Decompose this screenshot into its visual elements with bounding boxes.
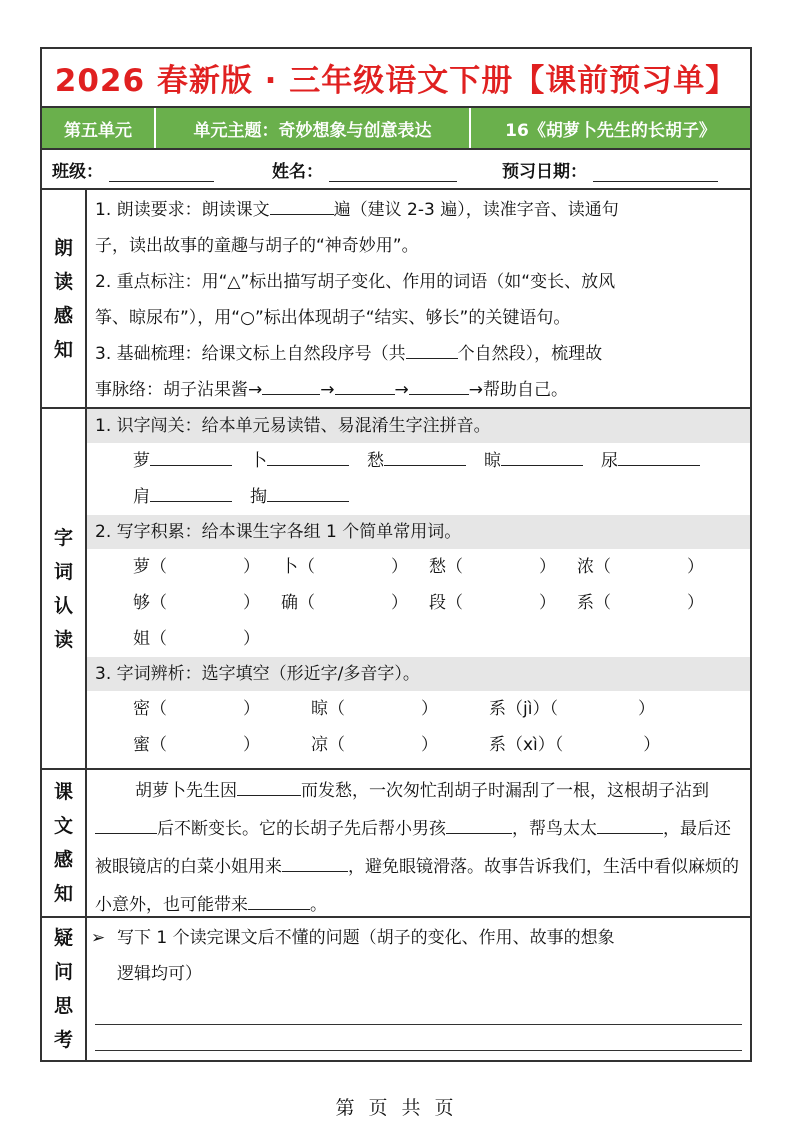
reading-content [87, 190, 750, 407]
summary-blank-5[interactable] [282, 851, 348, 872]
page-title: 2026 春新版 · 三年级语文下册【课前预习单】 [40, 47, 752, 106]
summary-blank-3[interactable] [446, 813, 512, 834]
distinguish-item[interactable]: 密（ ） [133, 699, 260, 719]
worksheet [40, 47, 752, 1062]
reading-item-3-cont: 事脉络：胡子沾果酱→ → → →帮助自己。 [87, 372, 750, 408]
answer-line-1[interactable] [95, 1024, 742, 1025]
pinyin-row-1 [87, 443, 750, 479]
question-text: 写下 1 个读完课文后不懂的问题（胡子的变化、作用、故事的想象 逻辑均可） [117, 928, 615, 984]
pinyin-item[interactable]: 卜 [250, 443, 367, 479]
pinyin-item[interactable]: 愁 [367, 443, 484, 479]
date-label: 预习日期： [502, 161, 587, 182]
word-item[interactable]: 卜（ ） [281, 557, 408, 577]
lesson-title: 16《胡萝卜先生的长胡子》 [505, 120, 716, 141]
answer-line-2[interactable] [95, 1050, 742, 1051]
word-item[interactable]: 确（ ） [281, 593, 408, 613]
distinguish-row-2 [87, 727, 750, 763]
summary-paragraph: 胡萝卜先生因 而发愁，一次匆忙刮胡子时漏刮了一根，这根胡子沾到后不断变长。它的长胡子先后帮小男孩 ，帮鸟太太 ，最后还被眼镜店的白菜小姐用来 ，避免眼镜滑落。故事告诉我们，生活中看似麻烦的小意外，也可能带来 。 [87, 770, 750, 924]
word-row-1 [87, 549, 750, 585]
question-prompt [87, 918, 750, 992]
word-item[interactable]: 萝（ ） [133, 557, 260, 577]
distinguish-item[interactable]: 系（xì）（ ） [489, 735, 661, 755]
plot-blank-3[interactable] [409, 374, 469, 395]
word-item[interactable]: 姐（ ） [133, 629, 260, 649]
pinyin-row-2 [87, 479, 750, 515]
unit-label: 第五单元 [42, 108, 156, 148]
word-row-2 [87, 585, 750, 621]
pinyin-item[interactable]: 萝 [133, 443, 250, 479]
distinguish-question: 3. 字词辨析：选字填空（形近字/多音字）。 [87, 657, 750, 691]
section-label-words: 字 词 认 读 [42, 409, 87, 768]
questions-content [87, 918, 750, 1060]
read-times-blank[interactable] [270, 194, 334, 215]
unit-bar [40, 106, 752, 148]
name-label: 姓名： [272, 161, 323, 182]
bullet-arrow-icon: ➢ [91, 928, 106, 948]
word-question: 2. 写字积累：给本课生字各组 1 个简单常用词。 [87, 515, 750, 549]
word-item[interactable]: 浓（ ） [577, 557, 704, 577]
section-label-questions: 疑 问 思 考 [42, 918, 87, 1060]
distinguish-item[interactable]: 系（jì）（ ） [489, 699, 655, 719]
pinyin-question: 1. 识字闯关：给本单元易读错、易混淆生字注拼音。 [87, 409, 750, 443]
section-label-reading: 朗 读 感 知 [42, 190, 87, 407]
name-field[interactable] [272, 157, 502, 182]
paragraph-count-blank[interactable] [406, 338, 458, 359]
student-info-row [40, 148, 752, 188]
section-questions [40, 916, 752, 1062]
name-line[interactable] [329, 163, 457, 182]
distinguish-row-1 [87, 691, 750, 727]
pinyin-item[interactable]: 掏 [250, 479, 349, 515]
word-item[interactable]: 段（ ） [429, 593, 556, 613]
word-row-3 [87, 621, 750, 657]
word-item[interactable]: 够（ ） [133, 593, 260, 613]
plot-blank-2[interactable] [335, 374, 395, 395]
reading-item-1-cont: 子，读出故事的童趣与胡子的“神奇妙用”。 [95, 236, 419, 256]
pinyin-item[interactable]: 尿 [601, 443, 700, 479]
page-footer: 第 页 共 页 [335, 1097, 458, 1119]
pinyin-item[interactable]: 晾 [484, 443, 601, 479]
reading-item-1: 1. 朗读要求：朗读课文 遍（建议 2-3 遍），读准字音、读通句 [87, 192, 750, 228]
class-line[interactable] [109, 163, 214, 182]
reading-item-2: 2. 重点标注：用“△”标出描写胡子变化、作用的词语（如“变长、放风 [95, 272, 616, 292]
text-summary [87, 770, 750, 916]
summary-blank-1[interactable] [237, 775, 301, 796]
summary-blank-2[interactable] [95, 813, 157, 834]
distinguish-item[interactable]: 凉（ ） [311, 735, 438, 755]
reading-item-2-cont: 筝、晾尿布”），用“○”标出体现胡子“结实、够长”的关键语句。 [95, 308, 571, 328]
section-reading [40, 188, 752, 407]
section-text [40, 768, 752, 916]
class-field[interactable] [52, 157, 272, 182]
class-label: 班级： [52, 161, 103, 182]
summary-blank-6[interactable] [248, 889, 310, 910]
date-field[interactable] [502, 157, 718, 182]
word-item[interactable]: 愁（ ） [429, 557, 556, 577]
words-content [87, 409, 750, 768]
word-item[interactable]: 系（ ） [577, 593, 704, 613]
distinguish-item[interactable]: 蜜（ ） [133, 735, 260, 755]
summary-blank-4[interactable] [597, 813, 663, 834]
section-words [40, 407, 752, 768]
date-line[interactable] [593, 163, 718, 182]
unit-theme: 单元主题：奇妙想象与创意表达 [156, 108, 471, 148]
plot-blank-1[interactable] [262, 374, 320, 395]
pinyin-item[interactable]: 肩 [133, 479, 250, 515]
section-label-text: 课 文 感 知 [42, 770, 87, 916]
reading-item-3: 3. 基础梳理：给课文标上自然段序号（共 个自然段），梳理故 [87, 336, 750, 372]
distinguish-item[interactable]: 晾（ ） [311, 699, 438, 719]
